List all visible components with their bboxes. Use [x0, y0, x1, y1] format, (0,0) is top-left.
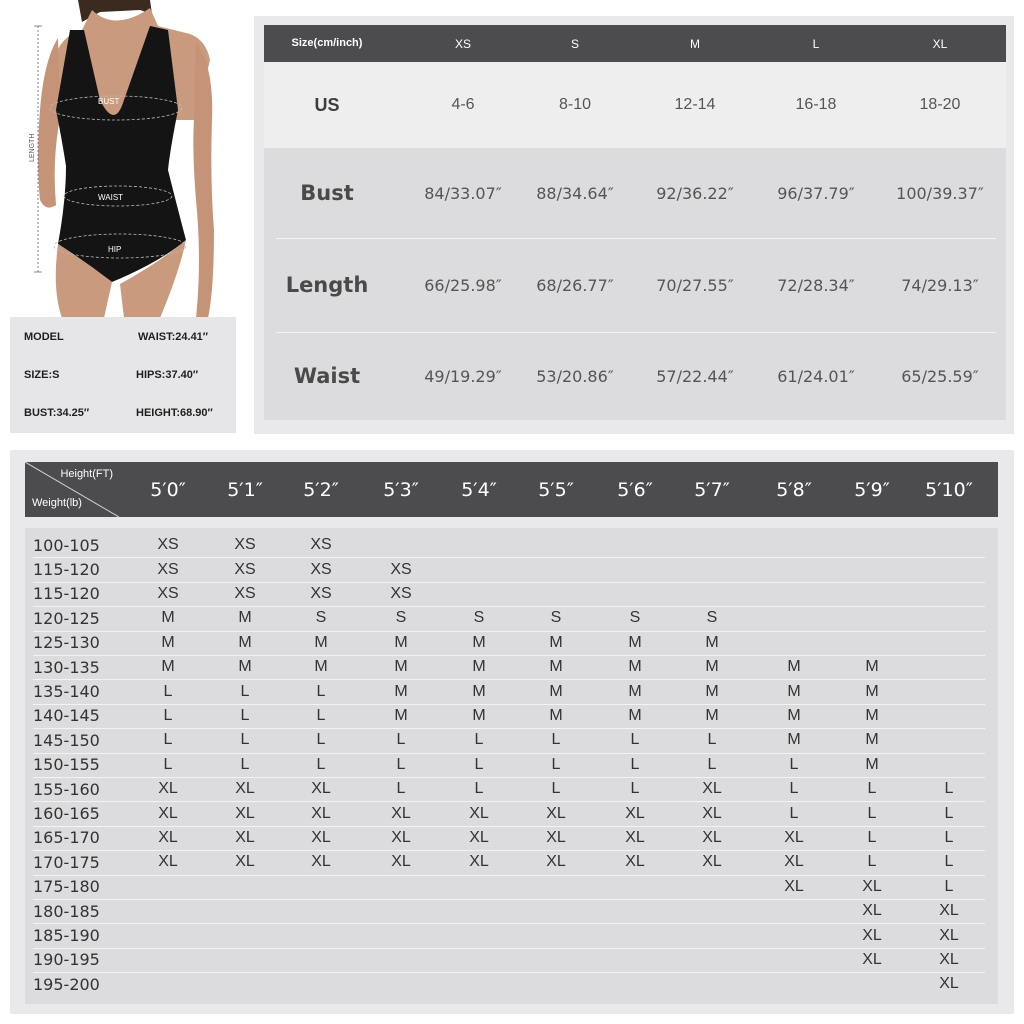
size-cell: XS: [390, 584, 412, 602]
size-cell: M: [787, 731, 801, 749]
height-col-6: 5′5″: [538, 478, 574, 501]
us-size-cell: 8-10: [558, 96, 592, 113]
size-cell: XS: [234, 560, 256, 578]
weight-cell: 175-180: [33, 877, 100, 897]
size-header-row: [264, 25, 1006, 62]
weight-row: [25, 582, 998, 606]
weight-cell: 135-140: [33, 682, 100, 702]
measure-label: Bust: [300, 181, 354, 205]
size-cell: L: [396, 755, 406, 773]
size-cell: L: [867, 828, 877, 846]
size-cell: XL: [235, 828, 255, 846]
height-header-row: [25, 462, 998, 517]
height-col-2: 5′1″: [227, 478, 263, 501]
size-cell: M: [865, 755, 879, 773]
size-cell: L: [707, 755, 717, 773]
size-cell: L: [316, 755, 326, 773]
size-cell: XS: [157, 584, 179, 602]
size-cell: M: [705, 682, 719, 700]
size-cell: XL: [784, 828, 804, 846]
height-col-10: 5′9″: [854, 478, 890, 501]
size-cell: S: [315, 609, 327, 627]
weight-cell: 150-155: [33, 755, 100, 775]
size-cell: M: [865, 682, 879, 700]
size-cell: L: [316, 731, 326, 749]
us-size-row: [264, 62, 1006, 148]
size-cell: M: [394, 682, 408, 700]
weight-cell: 115-120: [33, 584, 100, 604]
length-label: LENGTH: [29, 133, 36, 162]
size-cell: L: [474, 755, 484, 773]
size-cell: XL: [939, 926, 959, 944]
size-cell: XL: [862, 902, 882, 920]
measure-cell: 68/26.77″: [536, 275, 614, 295]
weight-axis-label: Weight(lb): [32, 497, 82, 509]
weight-row: [25, 777, 998, 801]
size-col-xs: XS: [454, 36, 471, 51]
size-cell: XL: [939, 902, 959, 920]
size-cell: L: [630, 731, 640, 749]
size-cell: XS: [390, 560, 412, 578]
size-cell: XL: [862, 926, 882, 944]
size-cell: XS: [234, 584, 256, 602]
size-cell: M: [787, 706, 801, 724]
size-chart: [254, 16, 1014, 434]
size-cell: M: [161, 633, 175, 651]
size-cell: M: [705, 633, 719, 651]
size-cell: XL: [546, 853, 566, 871]
size-cell: L: [316, 682, 326, 700]
size-cell: L: [944, 780, 954, 798]
size-cell: M: [705, 658, 719, 676]
size-cell: XS: [310, 536, 332, 554]
size-cell: XL: [625, 828, 645, 846]
us-size-cell: 12-14: [674, 96, 716, 113]
us-size-cell: 18-20: [919, 96, 961, 113]
weight-cell: 195-200: [33, 974, 100, 994]
size-cell: L: [240, 731, 250, 749]
size-cell: L: [551, 755, 561, 773]
size-cell: M: [394, 633, 408, 651]
weight-row: [25, 850, 998, 874]
size-cell: XL: [158, 804, 178, 822]
weight-row: [25, 631, 998, 655]
weight-cell: 190-195: [33, 950, 100, 970]
measure-cell: 70/27.55″: [656, 275, 734, 295]
bust-label: BUST: [98, 97, 120, 106]
height-axis-label: Height(FT): [60, 468, 113, 480]
size-cell: L: [789, 755, 799, 773]
size-cell: XL: [702, 780, 722, 798]
size-cell: L: [867, 780, 877, 798]
weight-row: [25, 801, 998, 825]
weight-row: [25, 533, 998, 557]
measurement-table: [264, 148, 1006, 420]
size-cell: M: [472, 706, 486, 724]
size-corner-title: Size: [291, 37, 314, 49]
weight-cell: 180-185: [33, 901, 100, 921]
weight-row: [25, 728, 998, 752]
weight-cell: 100-105: [33, 535, 100, 555]
us-size-cell: 4-6: [451, 96, 475, 113]
height-weight-chart: [10, 450, 1014, 1014]
weight-row: [25, 948, 998, 972]
height-col-9: 5′8″: [776, 478, 812, 501]
size-cell: L: [163, 755, 173, 773]
model-size: SIZE:S: [24, 369, 60, 381]
size-cell: XS: [157, 536, 179, 554]
size-cell: M: [314, 658, 328, 676]
measure-cell: 72/28.34″: [777, 275, 855, 295]
hw-corner-cell: [25, 462, 119, 517]
size-cell: XL: [469, 828, 489, 846]
size-col-xl: XL: [932, 36, 948, 51]
size-cell: XL: [311, 780, 331, 798]
model-hips: HIPS:37.40″: [136, 369, 199, 381]
size-cell: L: [789, 780, 799, 798]
size-cell: S: [706, 609, 718, 627]
weight-row: [25, 899, 998, 923]
size-cell: XL: [939, 950, 959, 968]
size-cell: L: [630, 755, 640, 773]
weight-cell: 160-165: [33, 804, 100, 824]
size-cell: M: [238, 609, 252, 627]
weight-row: [25, 923, 998, 947]
measure-row-waist: [264, 332, 1006, 420]
size-corner-units: (cm/inch): [313, 37, 363, 49]
measure-cell: 84/33.07″: [424, 183, 502, 203]
size-cell: M: [628, 706, 642, 724]
weight-row: [25, 826, 998, 850]
measure-cell: 100/39.37″: [896, 183, 984, 203]
size-corner-cell: [264, 25, 390, 62]
size-cell: S: [550, 609, 562, 627]
measure-cell: 57/22.44″: [656, 366, 734, 386]
size-cell: M: [472, 633, 486, 651]
size-col-m: M: [690, 36, 700, 51]
weight-row: [25, 655, 998, 679]
height-col-1: 5′0″: [150, 478, 186, 501]
weight-row: [25, 679, 998, 703]
model-bust: BUST:34.25″: [24, 407, 90, 419]
size-cell: M: [238, 658, 252, 676]
height-weight-table: [25, 528, 998, 1004]
model-title: MODEL: [24, 331, 64, 343]
size-cell: M: [865, 706, 879, 724]
size-cell: L: [163, 682, 173, 700]
size-cell: XL: [311, 804, 331, 822]
size-cell: M: [394, 706, 408, 724]
measure-cell: 61/24.01″: [777, 366, 855, 386]
size-cell: XL: [158, 828, 178, 846]
weight-cell: 155-160: [33, 779, 100, 799]
model-photo: [0, 0, 240, 318]
size-cell: XL: [625, 853, 645, 871]
size-cell: M: [865, 658, 879, 676]
size-cell: L: [707, 731, 717, 749]
height-col-7: 5′6″: [617, 478, 653, 501]
weight-row: [25, 753, 998, 777]
size-cell: S: [473, 609, 485, 627]
model-waist: WAIST:24.41″: [138, 331, 209, 343]
weight-row: [25, 972, 998, 996]
size-cell: XS: [310, 584, 332, 602]
size-cell: S: [395, 609, 407, 627]
size-cell: XL: [784, 877, 804, 895]
size-cell: M: [472, 658, 486, 676]
size-cell: XL: [702, 804, 722, 822]
size-cell: M: [628, 682, 642, 700]
size-cell: XL: [469, 804, 489, 822]
model-height: HEIGHT:68.90″: [136, 407, 213, 419]
measure-cell: 96/37.79″: [777, 183, 855, 203]
weight-cell: 140-145: [33, 706, 100, 726]
size-cell: M: [394, 658, 408, 676]
size-cell: XL: [625, 804, 645, 822]
model-info-panel: [10, 317, 236, 433]
measure-row-length: [264, 238, 1006, 332]
size-cell: M: [238, 633, 252, 651]
size-cell: XL: [235, 804, 255, 822]
weight-cell: 115-120: [33, 560, 100, 580]
size-cell: M: [161, 658, 175, 676]
size-cell: M: [865, 731, 879, 749]
size-cell: XS: [234, 536, 256, 554]
weight-cell: 125-130: [33, 633, 100, 653]
measure-row-bust: [264, 148, 1006, 238]
weight-row: [25, 557, 998, 581]
size-cell: M: [705, 706, 719, 724]
size-cell: XL: [235, 853, 255, 871]
weight-cell: 185-190: [33, 926, 100, 946]
measure-cell: 66/25.98″: [424, 275, 502, 295]
measure-label: Waist: [293, 364, 361, 388]
weight-row: [25, 875, 998, 899]
size-cell: L: [163, 731, 173, 749]
us-size-cell: 16-18: [795, 96, 837, 113]
size-cell: XL: [546, 828, 566, 846]
size-cell: XL: [862, 950, 882, 968]
weight-row: [25, 606, 998, 630]
size-cell: L: [630, 780, 640, 798]
us-row-label: US: [314, 94, 340, 115]
size-col-l: L: [812, 36, 820, 51]
height-col-8: 5′7″: [694, 478, 730, 501]
size-cell: L: [944, 877, 954, 895]
size-col-s: S: [570, 36, 579, 51]
size-cell: L: [163, 706, 173, 724]
size-cell: L: [396, 731, 406, 749]
size-cell: L: [240, 755, 250, 773]
measure-cell: 49/19.29″: [424, 366, 502, 386]
size-cell: L: [396, 780, 406, 798]
height-col-3: 5′2″: [303, 478, 339, 501]
size-cell: XS: [310, 560, 332, 578]
size-cell: M: [628, 658, 642, 676]
size-cell: M: [549, 706, 563, 724]
size-cell: XS: [157, 560, 179, 578]
size-cell: L: [551, 731, 561, 749]
size-cell: XL: [939, 975, 959, 993]
weight-row: [25, 704, 998, 728]
height-col-11: 5′10″: [925, 478, 973, 501]
size-cell: XL: [311, 828, 331, 846]
size-cell: XL: [391, 853, 411, 871]
size-cell: L: [474, 780, 484, 798]
size-cell: XL: [235, 780, 255, 798]
weight-cell: 165-170: [33, 828, 100, 848]
measure-cell: 74/29.13″: [901, 275, 979, 295]
weight-cell: 170-175: [33, 852, 100, 872]
weight-cell: 120-125: [33, 608, 100, 628]
size-cell: M: [787, 682, 801, 700]
size-cell: L: [316, 706, 326, 724]
size-cell: XL: [158, 780, 178, 798]
hip-label: HIP: [108, 245, 122, 254]
size-cell: XL: [391, 828, 411, 846]
size-cell: S: [629, 609, 641, 627]
size-cell: M: [472, 682, 486, 700]
size-cell: XL: [546, 804, 566, 822]
size-cell: M: [628, 633, 642, 651]
size-cell: L: [789, 804, 799, 822]
size-cell: XL: [702, 853, 722, 871]
size-cell: L: [551, 780, 561, 798]
height-col-4: 5′3″: [383, 478, 419, 501]
size-cell: XL: [784, 853, 804, 871]
size-cell: XL: [158, 853, 178, 871]
measure-cell: 92/36.22″: [656, 183, 734, 203]
size-cell: L: [944, 804, 954, 822]
size-cell: L: [944, 853, 954, 871]
height-col-5: 5′4″: [461, 478, 497, 501]
size-cell: XL: [311, 853, 331, 871]
size-cell: M: [549, 682, 563, 700]
size-cell: M: [314, 633, 328, 651]
size-cell: XL: [862, 877, 882, 895]
model-illustration: [0, 0, 240, 318]
size-cell: L: [474, 731, 484, 749]
size-cell: M: [549, 633, 563, 651]
measure-cell: 53/20.86″: [536, 366, 614, 386]
size-cell: L: [240, 706, 250, 724]
size-cell: M: [549, 658, 563, 676]
measure-label: Length: [285, 273, 369, 297]
size-cell: L: [867, 804, 877, 822]
size-cell: M: [161, 609, 175, 627]
waist-label: WAIST: [98, 193, 124, 202]
weight-cell: 130-135: [33, 657, 100, 677]
size-cell: XL: [469, 853, 489, 871]
measure-cell: 88/34.64″: [536, 183, 614, 203]
size-cell: L: [240, 682, 250, 700]
measure-cell: 65/25.59″: [901, 366, 979, 386]
size-cell: L: [867, 853, 877, 871]
weight-cell: 145-150: [33, 730, 100, 750]
size-cell: M: [787, 658, 801, 676]
size-cell: L: [944, 828, 954, 846]
size-cell: XL: [391, 804, 411, 822]
size-cell: XL: [702, 828, 722, 846]
